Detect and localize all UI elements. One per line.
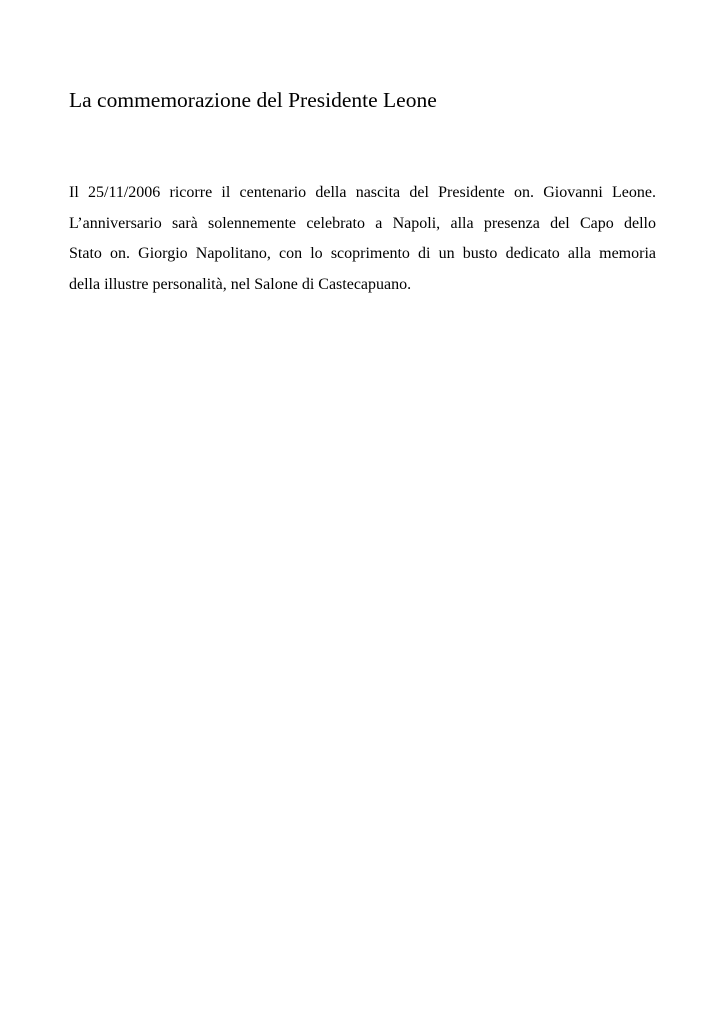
paragraph-line-2: L’anniversario sarà solennemente celebrato a Napoli, alla presenza del Capo dello (69, 214, 656, 232)
document-title: La commemorazione del Presidente Leone (69, 88, 437, 112)
paragraph-line-1: Il 25/11/2006 ricorre il centenario della nascita del Presidente on. Giovanni Leone. (69, 184, 656, 201)
paragraph-line-3: Stato on. Giorgio Napolitano, con lo scoprimento di un busto dedicato alla memoria (69, 245, 656, 262)
body-paragraph (69, 178, 656, 300)
paragraph-line-4: della illustre personalità, nel Salone di Castecapuano. (69, 275, 412, 293)
